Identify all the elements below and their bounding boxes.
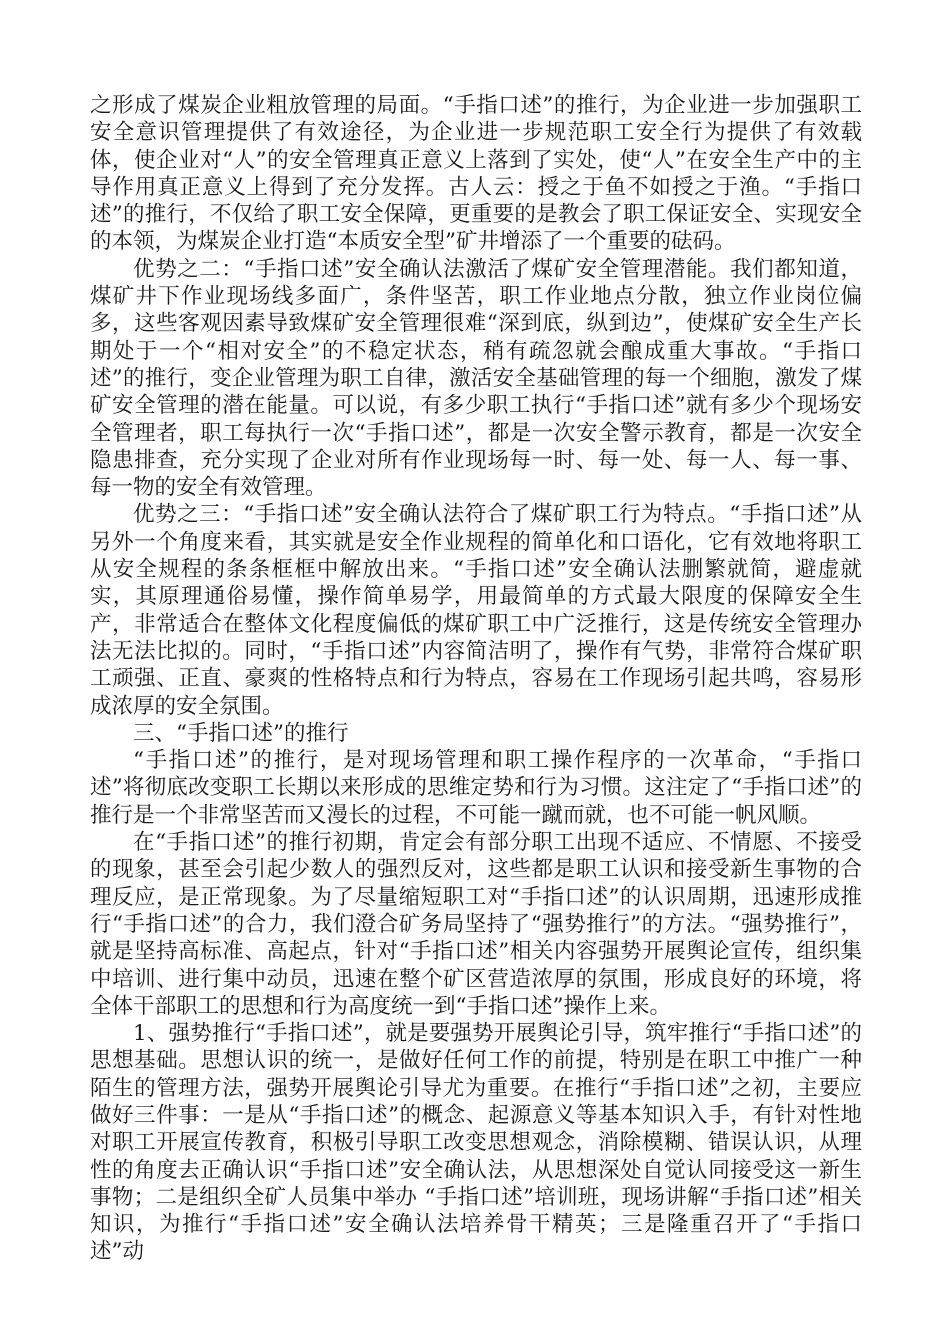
paragraph-continuation: 之形成了煤炭企业粗放管理的局面。“手指口述”的推行，为企业进一步加强职工安全意识管理提供了有效途径，为企业进一步规范职工安全行为提供了有效载体，使企业对“人”的安全管理真正意义上落到了实处，使“人”在安全生产中的主导作用真正意义上得到了充分发挥。古人云：授之于鱼不如授之于渔。“手指口述”的推行，不仅给了职工安全保障，更重要的是教会了职工保证安全、实现安全的本领，为煤炭企业打造“本质安全型”矿井增添了一个重要的砝码。 (90, 93, 862, 255)
document-body (90, 92, 862, 1266)
paragraph-promotion-intro: “手指口述”的推行，是对现场管理和职工操作程序的一次革命，“手指口述”将彻底改变职工长期以来形成的思维定势和行为习惯。这注定了“手指口述”的推行是一个非常坚苦而又漫长的过程，不可能一蹴而就，也不可能一帆风顺。 (90, 748, 862, 828)
paragraph-promotion-strategy: 在“手指口述”的推行初期，肯定会有部分职工出现不适应、不情愿、不接受的现象，甚至会引起少数人的强烈反对，这些都是职工认识和接受新生事物的合理反应，是正常现象。为了尽量缩短职工对“手指口述”的认识周期，迅速形成推行“手指口述”的合力，我们澄合矿务局坚持了“强势推行”的方法。“强势推行”，就是坚持高标准、高起点，针对“手指口述”相关内容强势开展舆论宣传，组织集中培训、进行集中动员，迅速在整个矿区营造浓厚的氛围，形成良好的环境，将全体干部职工的思想和行为高度统一到“手指口述”操作上来。 (90, 830, 862, 1019)
paragraph-point-one: 1、强势推行“手指口述”，就是要强势开展舆论引导，筑牢推行“手指口述”的思想基础。思想认识的统一，是做好任何工作的前提，特别是在职工中推广一种陌生的管理方法，强势开展舆论引导尤为重要。在推行“手指口述”之初，主要应做好三件事：一是从“手指口述”的概念、起源意义等基本知识入手，有针对性地对职工开展宣传教育，积极引导职工改变思想观念，消除模糊、错误认识，从理性的角度去正确认识“手指口述”安全确认法，从思想深处自觉认同接受这一新生事物；二是组织全矿人员集中举办 “手指口述”培训班，现场讲解“手指口述”相关知识，为推行“手指口述”安全确认法培养骨干精英；三是隆重召开了“手指口述”动 (90, 1021, 862, 1265)
section-heading: 三、“手指口述”的推行 (133, 720, 349, 746)
paragraph-advantage-two: 优势之二：“手指口述”安全确认法激活了煤矿安全管理潜能。我们都知道，煤矿井下作业现场线多面广，条件坚苦，职工作业地点分散，独立作业岗位偏多，这些客观因素导致煤矿安全管理很难“深到底，纵到边”，使煤矿安全生产长期处于一个“相对安全”的不稳定状态，稍有疏忽就会酿成重大事故。“手指口述”的推行，变企业管理为职工自律，激活安全基础管理的每一个细胞，激发了煤矿安全管理的潜在能量。可以说，有多少职工执行“手指口述”就有多少个现场安全管理者，职工每执行一次“手指口述”，都是一次安全警示教育，都是一次安全隐患排查，充分实现了企业对所有作业现场每一时、每一处、每一人、每一事、每一物的安全有效管理。 (90, 256, 862, 501)
paragraph-advantage-three: 优势之三：“手指口述”安全确认法符合了煤矿职工行为特点。“手指口述”从另外一个角度来看，其实就是安全作业规程的简单化和口语化，它有效地将职工从安全规程的条条框框中解放出来。“手指口述”安全确认法删繁就简，避虚就实，其原理通俗易懂，操作简单易学，用最简单的方式最大限度的保障安全生产，非常适合在整体文化程度偏低的煤矿职工中广泛推行，这是传统安全管理办法无法比拟的。同时，“手指口述”内容简洁明了，操作有气势，非常符合煤矿职工顽强、正直、豪爽的性格特点和行为特点，容易在工作现场引起共鸣，容易形成浓厚的安全氛围。 (90, 502, 862, 719)
